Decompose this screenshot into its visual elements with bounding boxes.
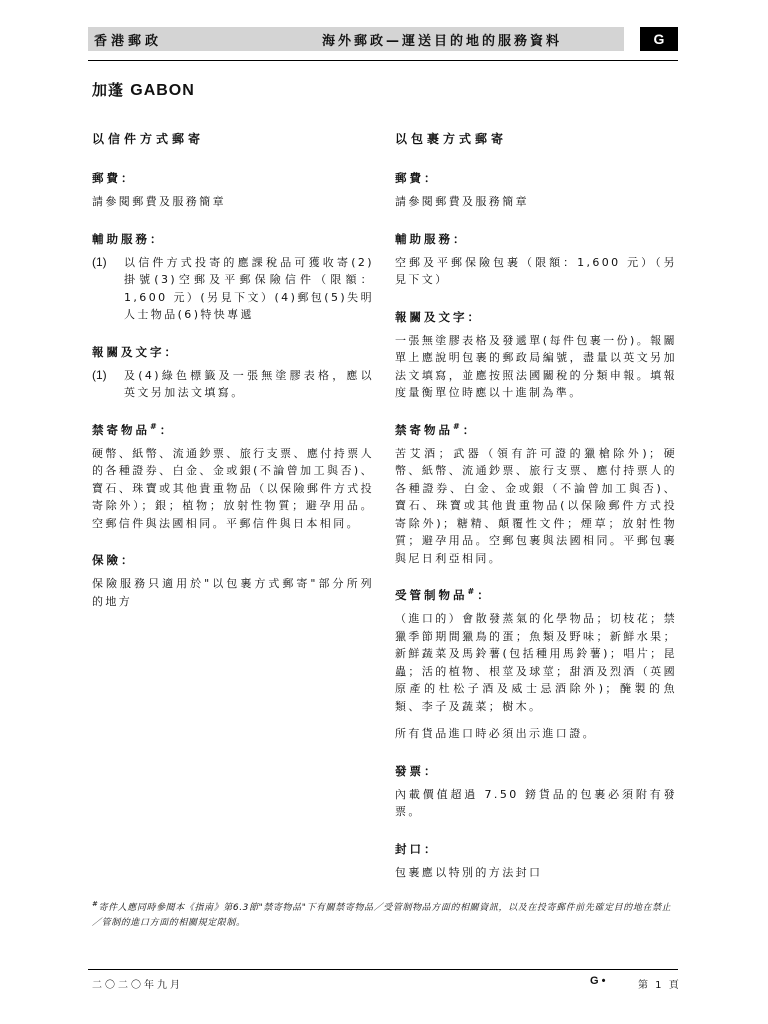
parcel-invoice-label: 發票：	[395, 763, 439, 778]
header-section-title: 海外郵政—運送目的地的服務資料	[321, 34, 562, 49]
parcel-column	[395, 130, 677, 901]
parcel-aux-text: 空郵及平郵保險包裹（限額：1,600 元）（另見下文）	[395, 255, 677, 286]
footnote	[92, 897, 678, 931]
header-org: 香港郵政	[94, 34, 163, 49]
parcel-restricted-label: 受管制物品#：	[395, 587, 492, 602]
parcel-heading: 以包裹方式郵寄	[395, 132, 508, 146]
footnote-mark: #	[150, 421, 160, 431]
letter-aux-item	[92, 254, 374, 324]
letter-aux-label: 輔助服務：	[92, 231, 165, 246]
footnote-mark: #	[92, 900, 99, 908]
parcel-customs-label: 報關及文字：	[395, 309, 482, 324]
letter-prohibited-label: 禁寄物品#：	[92, 421, 175, 437]
parcel-prohibited-label: 禁寄物品#：	[395, 421, 478, 437]
parcel-seal-text: 包裹應以特別的方法封口	[395, 865, 543, 879]
letter-insurance-label: 保險：	[92, 553, 136, 567]
header-band	[88, 27, 624, 51]
footnote-mark: #	[453, 421, 463, 431]
parcel-restricted-text: （進口的）會散發蒸氣的化學物品；切枝花；禁獵季節期間獵鳥的蛋；魚類及野味；新鮮水果；新鮮蔬菜及馬鈴薯(包括種用馬鈴薯)；唱片；昆蟲；活的植物、根莖及球莖；甜酒及烈酒（英國原產的杜松子酒及威士忌酒除外)；醃製的魚類、李子及蔬菜；樹木。	[395, 612, 677, 713]
letter-postage-text: 請參閱郵費及服務簡章	[92, 195, 226, 208]
letter-prohibited-text: 硬幣、紙幣、流通鈔票、旅行支票、應付持票人的各種證券、白金、金或銀(不論曾加工與否)、寶石、珠寶或其他貴重物品（以保險郵件方式投寄除外）；銀；植物；放射性物質；避孕用品。空郵信件與法國相同。平郵信件與日本相同。	[92, 446, 374, 530]
list-text: 及(4)綠色標籤及一張無塗膠表格，應以英文另加法文填寫。	[124, 368, 374, 399]
letter-insurance-text: 保險服務只適用於"以包裹方式郵寄"部分所列的地方	[92, 577, 374, 608]
header-rule	[88, 60, 678, 61]
footnote-text: 寄件人應同時參閱本《指南》第6.3節"禁寄物品"下有關禁寄物品／受管制物品方面的相關資訊，以及在投寄郵件前先確定目的地在禁止／管制的進口方面的相關規定限制。	[92, 903, 672, 928]
footer-rule	[88, 969, 678, 970]
parcel-restricted-note: 所有貨品進口時必須出示進口證。	[395, 727, 596, 740]
page-title	[92, 79, 195, 100]
header-spacer	[624, 27, 640, 51]
letter-column	[92, 130, 374, 630]
parcel-postage-text: 請參閱郵費及服務簡章	[395, 195, 529, 208]
parcel-customs-text: 一張無塗膠表格及發遞單(每件包裹一份)。報關單上應說明包裹的郵政局編號，盡量以英文另加法文填寫，並應按照法國關稅的分類申報。填報度量衡單位時應以十進制為準。	[395, 333, 677, 399]
page-header	[88, 27, 678, 51]
list-number: (1)	[92, 254, 107, 269]
parcel-postage-label: 郵費：	[395, 171, 439, 185]
parcel-seal-label: 封口：	[395, 841, 439, 856]
list-text: 以信件方式投寄的應課稅品可獲收寄(2)掛號(3)空郵及平郵保險信件（限額：1,600 元）(另見下文）(4)郵包(5)失明人士物品(6)特快專遞	[124, 255, 374, 321]
list-number: (1)	[92, 367, 107, 382]
letter-customs-label: 報關及文字：	[92, 344, 179, 359]
title-en: GABON	[130, 82, 195, 99]
footnote-mark: #	[467, 587, 478, 597]
footer-section-code: G •	[590, 975, 606, 987]
footer-date: 二〇二〇年九月	[92, 980, 183, 991]
title-zh: 加蓬	[92, 81, 125, 99]
letter-postage-label: 郵費：	[92, 171, 136, 185]
parcel-prohibited-text: 苦艾酒；武器（領有許可證的獵槍除外)；硬幣、紙幣、流通鈔票、旅行支票、應付持票人的各種證券、白金、金或銀（不論曾加工與否)、寶石、珠寶或其他貴重物品(以保險郵件方式投寄除外)；糖精、顛覆性文件；煙草；放射性物質；避孕用品。空郵包裹與法國相同。平郵包裹與尼日利亞相同。	[395, 446, 677, 565]
letter-customs-item	[92, 367, 374, 402]
parcel-aux-label: 輔助服務：	[395, 231, 468, 246]
letter-heading: 以信件方式郵寄	[92, 132, 205, 146]
footer-page-number: 第 1 頁	[638, 980, 681, 991]
header-letter-tab: G	[640, 27, 678, 51]
parcel-invoice-text: 內載價值超過 7.50 鎊貨品的包裹必須附有發票。	[395, 787, 677, 818]
